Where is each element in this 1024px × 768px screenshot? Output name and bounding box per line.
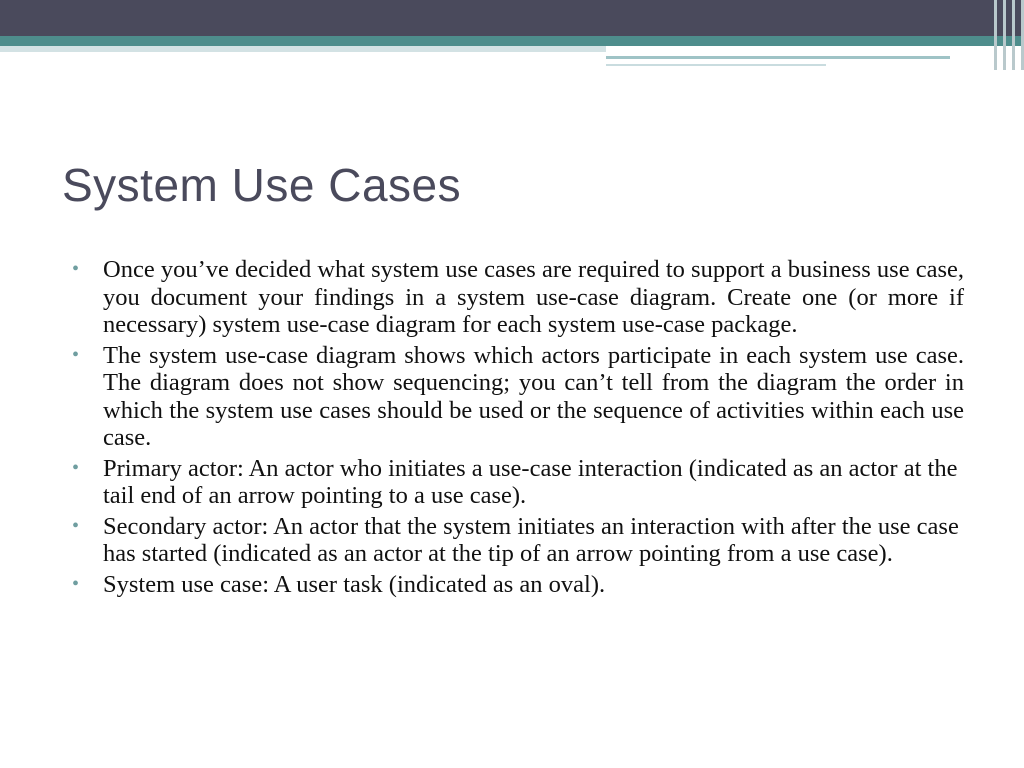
header-dark-band — [0, 0, 1024, 36]
bullet-icon: • — [72, 343, 80, 366]
slide-title: System Use Cases — [62, 159, 462, 211]
bullet-item — [70, 571, 964, 599]
bullet-icon: • — [72, 258, 80, 280]
bullet-item — [70, 256, 964, 339]
bullet-item — [70, 455, 964, 510]
header-stripe — [994, 0, 997, 70]
header-stripes — [994, 0, 1024, 70]
bullet-icon: • — [72, 514, 80, 537]
bullet-icon: • — [72, 572, 80, 595]
header-teal-band — [0, 36, 1024, 46]
header-tab-line-thin — [606, 64, 826, 66]
bullet-text: The system use-case diagram shows which actors participate in each system use case. The diagram does not show sequencing; you can’t tell from the diagram the order in which the system use cases should be used or the sequence of activities within each use case. — [103, 341, 964, 451]
bullet-item — [70, 342, 964, 452]
bullet-text: System use case: A user task (indicated as an oval). — [103, 570, 606, 598]
header-tab-line — [606, 56, 950, 59]
bullet-text: Primary actor: An actor who initiates a use-case interaction (indicated as an actor at the tail end of an arrow pointing to a use case). — [103, 454, 958, 509]
bullet-list — [70, 256, 964, 601]
header-stripe — [1012, 0, 1015, 70]
header-stripe — [1003, 0, 1006, 70]
bullet-icon: • — [72, 456, 80, 479]
bullet-text: Once you’ve decided what system use cases are required to support a business use case, you document your findings in a system use-case diagram. Create one (or more if necessary) system use-case diagram for each system use-case package. — [103, 256, 964, 338]
header-light-band — [0, 46, 606, 52]
bullet-text: Secondary actor: An actor that the system initiates an interaction with after the use case has started (indicated as an actor at the tip of an arrow pointing from a use case). — [103, 512, 959, 567]
bullet-item — [70, 513, 964, 568]
